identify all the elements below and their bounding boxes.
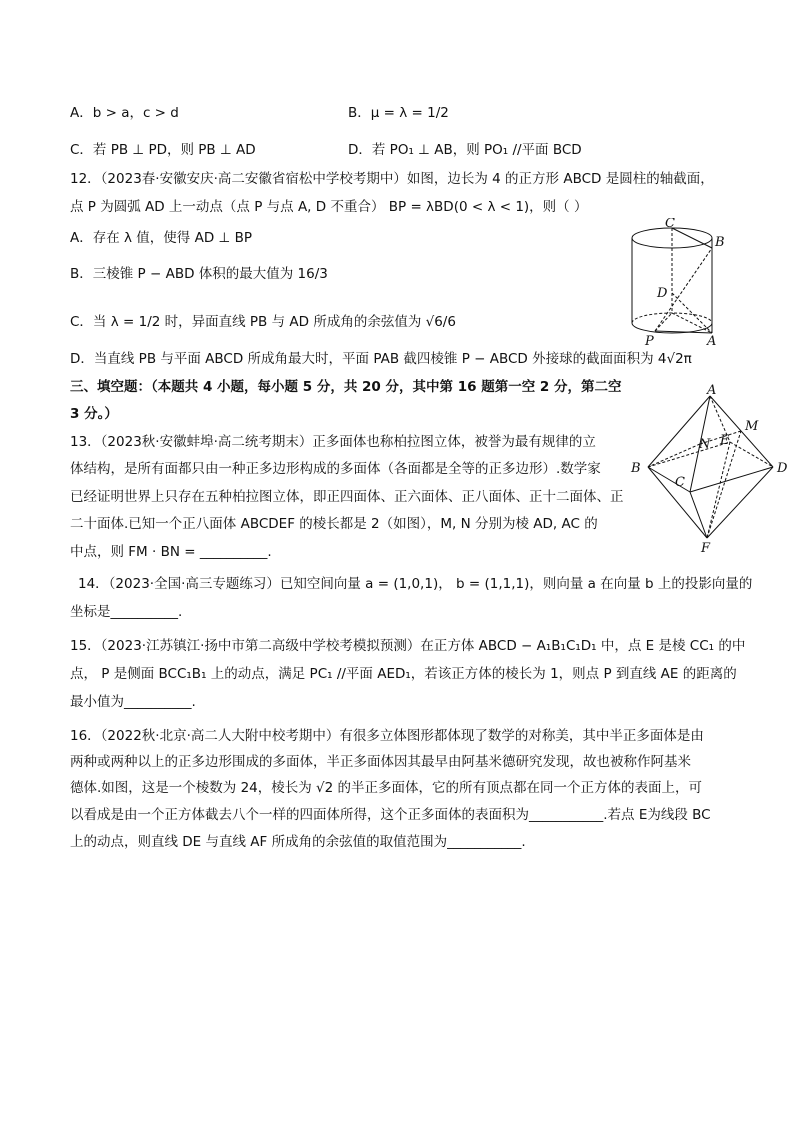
q16-line-3: 德体.如图，这是一个棱数为 24，棱长为 √2 的半正多面体，它的所有顶点都在同一个正方体的表面上，可 (70, 780, 703, 796)
oct-label-a: A (707, 383, 717, 398)
section-3-header-line-1: 三、填空题：（本题共 4 小题，每小题 5 分，共 20 分，其中第 16 题第一空 2 分，第二空 (70, 379, 622, 395)
fig-label-a: A (707, 334, 717, 348)
q12-option-a: A．存在 λ 值，使得 AD ⊥ BP (70, 230, 252, 246)
option-d-prev: D．若 PO₁ ⊥ AB，则 PO₁ //平面 BCD (348, 142, 582, 158)
q15-line-2: 点， P 是侧面 BCC₁B₁ 上的动点，满足 PC₁ //平面 AED₁，若该正方体的棱长为 1，则点 P 到直线 AE 的距离的 (70, 666, 737, 682)
oct-label-c: C (675, 475, 685, 490)
q13-line-1: 13．（2023秋·安徽蚌埠·高二统考期末）正多面体也称柏拉图立体，被誉为最有规律的立 (70, 434, 596, 450)
q13-line-5: 中点，则 FM · BN = __________. (70, 544, 272, 560)
q16-line-5: 上的动点，则直线 DE 与直线 AF 所成角的余弦值的取值范围为___________. (70, 834, 526, 850)
q12-line-1: 12．（2023春·安徽安庆·高二安徽省宿松中学校考期中）如图，边长为 4 的正方形 ABCD 是圆柱的轴截面， (70, 171, 714, 187)
option-c-prev: C．若 PB ⊥ PD，则 PB ⊥ AD (70, 142, 256, 158)
octahedron-figure (625, 382, 794, 557)
q13-line-3: 已经证明世界上只存在五种柏拉图立体，即正四面体、正六面体、正八面体、正十二面体、正 (70, 489, 624, 505)
fig-label-p: P (645, 334, 654, 348)
option-a-prev: A．b > a，c > d (70, 105, 179, 121)
q14-line-1: 14．（2023·全国·高三专题练习）已知空间向量 a = (1,0,1)， b = (1,1,1)，则向量 a 在向量 b 上的投影向量的 (78, 576, 753, 592)
q15-line-3: 最小值为__________. (70, 694, 196, 710)
oct-label-m: M (745, 419, 759, 434)
fig-label-c: C (665, 218, 675, 231)
fig-label-d: D (657, 286, 668, 301)
q15-line-1: 15．（2023·江苏镇江·扬中市第二高级中学校考模拟预测）在正方体 ABCD − A₁B₁C₁D₁ 中，点 E 是棱 CC₁ 的中 (70, 638, 746, 654)
q14-line-2: 坐标是__________. (70, 604, 183, 620)
q12-option-b: B．三棱锥 P − ABD 体积的最大值为 16/3 (70, 266, 328, 282)
q12-line-2: 点 P 为圆弧 AD 上一动点（点 P 与点 A, D 不重合） BP = λBD(0 < λ < 1)，则（ ） (70, 199, 588, 215)
q16-line-1: 16．（2022秋·北京·高二人大附中校考期中）有很多立体图形都体现了数学的对称美，其中半正多面体是由 (70, 728, 704, 744)
q16-line-4: 以看成是由一个正方体截去八个一样的四面体所得，这个正多面体的表面积为___________.若点 E为线段 BC (70, 807, 711, 823)
q16-line-2: 两种或两种以上的正多边形围成的多面体，半正多面体因其最早由阿基米德研究发现，故也被称作阿基米 (70, 754, 691, 770)
section-3-header-line-2: 3 分。） (70, 406, 118, 422)
cylinder-figure (625, 218, 755, 348)
option-b-prev: B．μ = λ = 1/2 (348, 105, 449, 121)
fig-label-b: B (715, 235, 725, 250)
q12-option-c: C．当 λ = 1/2 时，异面直线 PB 与 AD 所成角的余弦值为 √6/6 (70, 314, 456, 330)
oct-label-e: E (720, 433, 730, 448)
oct-label-f: F (701, 541, 711, 556)
q12-option-d: D．当直线 PB 与平面 ABCD 所成角最大时，平面 PAB 截四棱锥 P − ABCD 外接球的截面面积为 4√2π (70, 351, 692, 367)
oct-label-d: D (777, 461, 788, 476)
oct-label-n: N (699, 437, 711, 452)
q13-line-4: 二十面体.已知一个正八面体 ABCDEF 的棱长都是 2（如图），M, N 分别为棱 AD, AC 的 (70, 516, 598, 532)
q13-line-2: 体结构，是所有面都只由一种正多边形构成的多面体（各面都是全等的正多边形）.数学家 (70, 461, 601, 477)
oct-label-b: B (631, 461, 641, 476)
